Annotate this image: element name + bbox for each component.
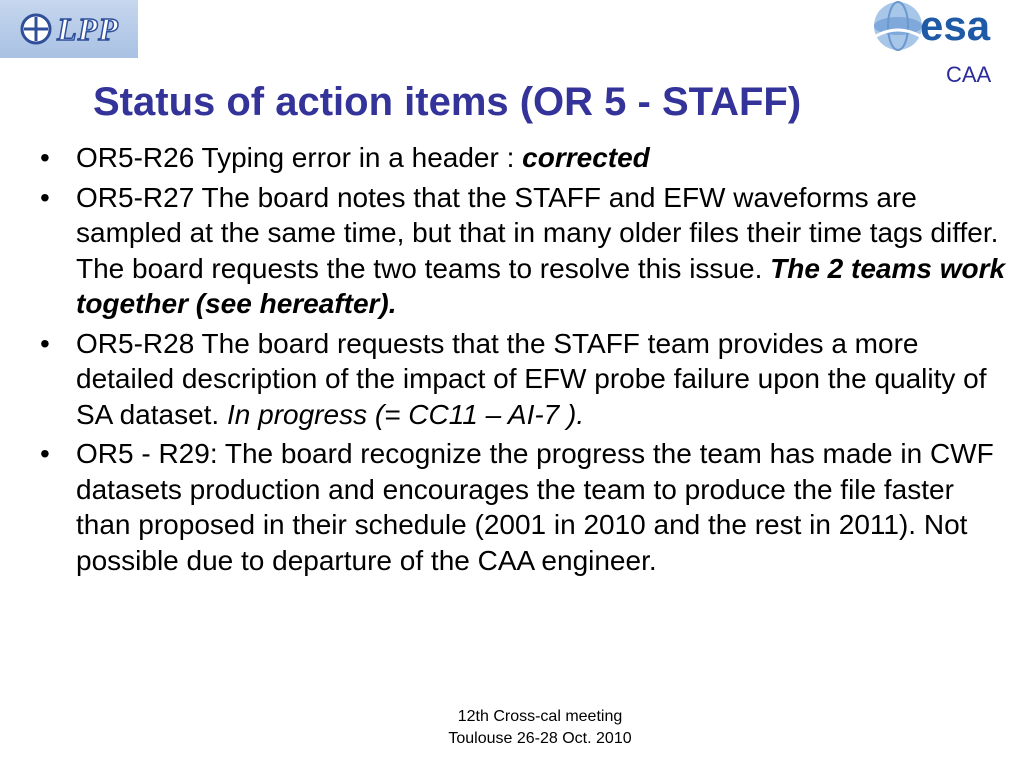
action-item-status: corrected bbox=[522, 142, 650, 173]
action-item-or5-r29 bbox=[40, 436, 1015, 578]
bullet-icon: • bbox=[40, 327, 50, 359]
action-items-list bbox=[40, 140, 1015, 582]
caa-label: CAA bbox=[946, 62, 992, 87]
lpp-logo-text: LPP bbox=[57, 10, 119, 47]
page-title: Status of action items (OR 5 - STAFF) bbox=[93, 80, 802, 124]
action-item-or5-r27 bbox=[40, 180, 1015, 322]
action-item-text: OR5-R26 Typing error in a header : bbox=[76, 142, 523, 173]
bullet-icon: • bbox=[40, 438, 50, 469]
esa-logo bbox=[868, 0, 1024, 56]
action-item-text: OR5-R28 The board requests that the STAFF team provides a more detailed description of the impact of EFW probe failure upon the quality of SA dataset. bbox=[76, 327, 987, 430]
bullet-icon: • bbox=[40, 142, 50, 173]
action-item-or5-r28 bbox=[40, 326, 1015, 433]
action-item-text: OR5 - R29: The board recognize the progress the team has made in CWF datasets production and encourages the team to produce the file faster than proposed in their schedule (2001 in 2010 and the rest in 2011). Not possible due to departure of the CAA engineer. bbox=[76, 438, 994, 576]
footer-meeting: 12th Cross-cal meeting bbox=[457, 708, 623, 725]
action-item-or5-r26 bbox=[40, 140, 1015, 176]
esa-logo-text: esa bbox=[920, 2, 991, 49]
bullet-icon: • bbox=[40, 181, 50, 213]
footer-location-date: Toulouse 26-28 Oct. 2010 bbox=[448, 730, 632, 747]
action-item-status: The 2 teams work together (see hereafter). bbox=[76, 252, 1006, 319]
lpp-logo bbox=[0, 0, 138, 58]
action-item-text: OR5-R27 The board notes that the STAFF and EFW waveforms are sampled at the same time, but that in many older files their time tags differ. The board requests the two teams to resolve this issue. bbox=[76, 181, 999, 284]
action-item-status: In progress (= CC11 – AI-7 ). bbox=[227, 398, 585, 430]
slide-footer bbox=[400, 706, 680, 750]
lpp-emblem-icon bbox=[19, 12, 53, 46]
